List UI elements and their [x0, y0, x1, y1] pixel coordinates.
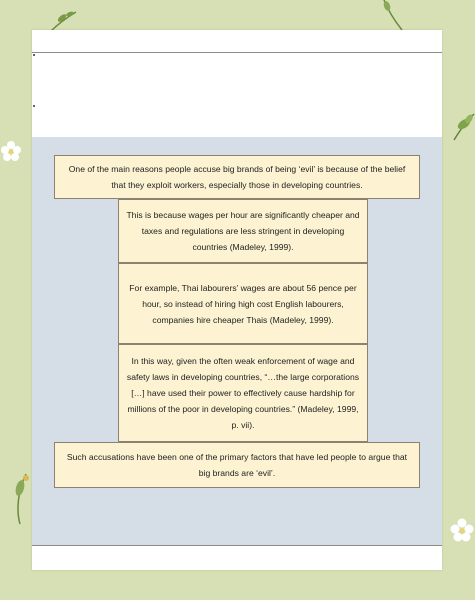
text-box-1	[54, 155, 420, 199]
text-cursor-mark	[33, 105, 35, 107]
text-box-4-text: In this way, given the often weak enforcement of wage and safety laws in developing countries, “…the large corporations […] have used their power to effectively cause hardship for millions of the poor in developing countries.” (Madeley, 1999, p. vii).	[126, 356, 360, 430]
leaf-sprig-icon	[6, 470, 32, 526]
text-cursor-mark	[33, 54, 35, 56]
divider-line	[32, 52, 442, 53]
leaf-sprig-icon	[378, 0, 408, 32]
text-box-4	[118, 344, 368, 442]
text-box-2-text: This is because wages per hour are significantly cheaper and taxes and regulations are less stringent in developing countries (Madeley, 1999).	[126, 210, 360, 252]
document-page	[32, 30, 442, 570]
text-box-5-text: Such accusations have been one of the primary factors that have led people to argue that big brands are ‘evil’.	[66, 452, 408, 478]
text-box-3	[118, 263, 368, 344]
flower-icon	[0, 140, 22, 164]
text-box-2	[118, 199, 368, 263]
diagram-canvas	[32, 137, 442, 545]
text-box-1-text: One of the main reasons people accuse big brands of being ‘evil’ is because of the belief that they exploit workers, especially those in developing countries.	[68, 164, 406, 190]
text-box-3-text: For example, Thai labourers’ wages are about 56 pence per hour, so instead of hiring high cost English labourers, companies hire cheaper Thais (Madeley, 1999).	[129, 282, 357, 325]
leaf-icon	[452, 110, 475, 142]
text-box-5	[54, 442, 420, 488]
flower-icon	[450, 518, 474, 544]
divider-line	[32, 545, 442, 546]
